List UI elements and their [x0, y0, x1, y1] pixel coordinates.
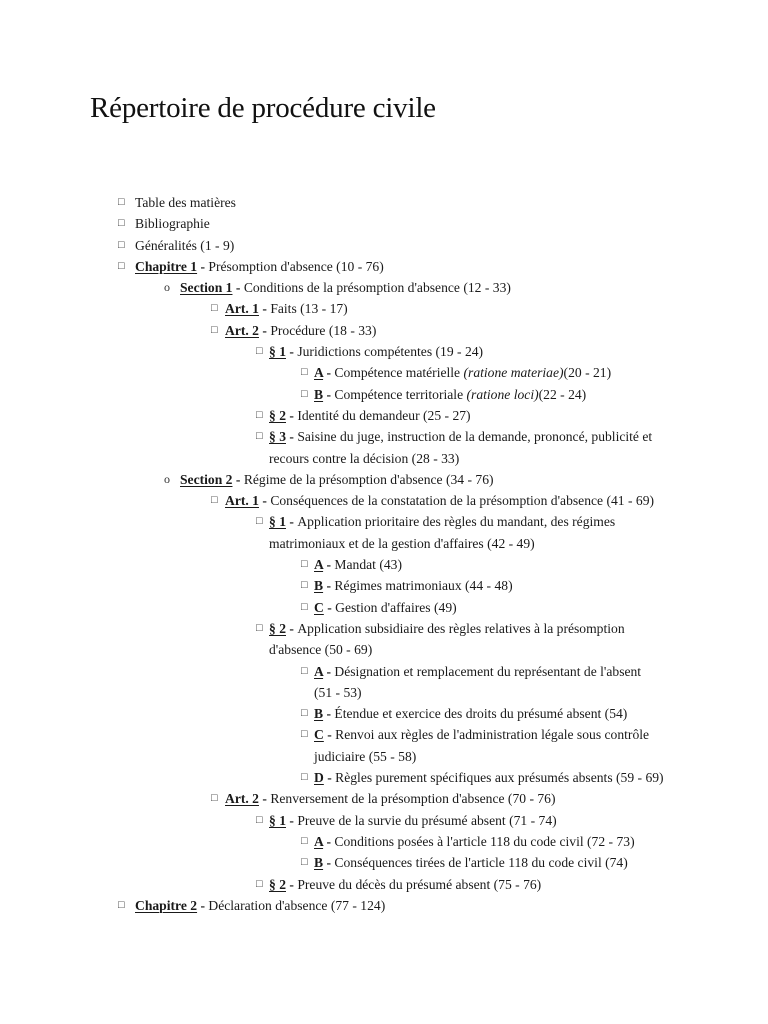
square-bullet-icon: □	[301, 707, 308, 720]
square-bullet-icon: □	[256, 515, 263, 528]
toc-text: Application subsidiaire des règles relatives à la présomption d'absence (50 - 69)	[269, 620, 625, 658]
square-bullet-icon: □	[256, 877, 263, 890]
marker-separator: -	[258, 791, 271, 807]
toc-entry[interactable]	[0, 831, 660, 852]
toc-marker: D	[314, 770, 324, 786]
square-bullet-icon: □	[118, 196, 125, 208]
square-bullet-icon: □	[301, 728, 308, 741]
marker-separator: -	[286, 407, 298, 423]
marker-separator: -	[286, 429, 298, 445]
toc-entry[interactable]	[0, 362, 660, 383]
toc-marker: B	[314, 578, 324, 594]
toc-marker: Art. 1	[225, 493, 259, 509]
toc-text: Compétence matérielle	[334, 365, 464, 381]
page-title: Répertoire de procédure civile	[90, 92, 436, 124]
toc-entry[interactable]	[0, 320, 660, 341]
toc-entry[interactable]	[0, 341, 660, 362]
square-bullet-icon: □	[211, 323, 218, 336]
marker-separator: -	[323, 855, 335, 871]
toc-text: Mandat (43)	[334, 557, 402, 573]
toc-italic-text: (ratione loci)	[466, 386, 539, 402]
circle-bullet-icon: o	[164, 280, 170, 295]
marker-separator: -	[323, 833, 335, 849]
toc-marker: A	[314, 833, 324, 849]
toc-italic-text: (ratione materiae)	[463, 365, 564, 381]
square-bullet-icon: □	[301, 558, 308, 571]
toc-text: Juridictions compétentes (19 - 24)	[297, 344, 484, 360]
marker-separator: -	[258, 301, 271, 317]
square-bullet-icon: □	[301, 771, 308, 784]
toc-text: Saisine du juge, instruction de la demande, prononcé, publicité et recours contre la décision (28 - 33)	[269, 429, 653, 466]
toc-entry[interactable]	[0, 810, 660, 831]
toc-text: Preuve du décès du présumé absent (75 - 76)	[297, 876, 542, 892]
square-bullet-icon: □	[301, 834, 308, 847]
marker-separator: -	[258, 322, 271, 338]
toc-text: Faits (13 - 17)	[270, 301, 348, 317]
toc-text: Régimes matrimoniaux (44 - 48)	[334, 578, 513, 594]
marker-separator: -	[258, 493, 271, 509]
toc-entry[interactable]	[0, 192, 660, 213]
toc-entry[interactable]	[0, 213, 660, 234]
marker-separator: -	[323, 727, 336, 743]
toc-text: Preuve de la survie du présumé absent (71 - 74)	[297, 812, 557, 828]
toc-marker: § 1	[269, 812, 286, 828]
square-bullet-icon: □	[211, 792, 218, 805]
toc-text: Régime de la présomption d'absence (34 - 76)	[243, 471, 494, 487]
marker-separator: -	[323, 557, 335, 573]
toc-text: Conséquences de la constatation de la présomption d'absence (41 - 69)	[270, 493, 655, 509]
toc-marker: A	[314, 365, 324, 381]
square-bullet-icon: □	[118, 217, 125, 230]
square-bullet-icon: □	[256, 345, 263, 358]
toc-range: (22 - 24)	[538, 386, 587, 402]
toc-text: Application prioritaire des règles du mandant, des régimes matrimoniaux et de la gestion d'affaires (42 - 49)	[269, 514, 616, 551]
toc-marker: B	[314, 855, 324, 871]
square-bullet-icon: □	[256, 430, 263, 443]
toc-entry[interactable]	[0, 469, 660, 490]
toc-marker: Art. 2	[225, 791, 259, 807]
toc-entry[interactable]	[0, 554, 660, 575]
toc-range: (20 - 21)	[563, 365, 612, 381]
square-bullet-icon: □	[118, 259, 125, 272]
toc-marker: A	[314, 557, 324, 573]
toc-marker: § 2	[269, 620, 286, 636]
square-bullet-icon: □	[211, 494, 218, 507]
square-bullet-icon: □	[301, 366, 308, 379]
toc-text: Règles purement spécifiques aux présumés absents (59 - 69)	[335, 770, 664, 786]
toc-entry[interactable]	[0, 874, 660, 895]
toc-entry[interactable]	[0, 852, 660, 873]
toc-entry[interactable]	[0, 575, 660, 596]
marker-separator: -	[286, 344, 298, 360]
square-bullet-icon: □	[118, 238, 125, 251]
square-bullet-icon: □	[256, 813, 263, 826]
marker-separator: -	[286, 812, 298, 828]
toc-marker: C	[314, 727, 324, 743]
toc-marker: Section 2	[180, 471, 233, 487]
toc-entry[interactable]	[0, 767, 664, 788]
square-bullet-icon: □	[301, 600, 308, 613]
square-bullet-icon: □	[301, 579, 308, 592]
toc-text: Compétence territoriale	[334, 386, 467, 402]
marker-separator: -	[232, 280, 244, 296]
toc-text: Renvoi aux règles de l'administration légale sous contrôle judiciaire (55 - 58)	[314, 727, 650, 764]
toc-entry[interactable]	[0, 384, 660, 405]
marker-separator: -	[286, 514, 298, 530]
toc-text: Identité du demandeur (25 - 27)	[297, 407, 471, 423]
marker-separator: -	[323, 706, 335, 722]
toc-text: Présomption d'absence (10 - 76)	[208, 258, 384, 274]
toc-text: Déclaration d'absence (77 - 124)	[208, 897, 386, 913]
marker-separator: -	[323, 663, 335, 679]
marker-separator: -	[197, 258, 209, 274]
marker-separator: -	[323, 578, 335, 594]
toc-entry[interactable]	[0, 703, 660, 724]
square-bullet-icon: □	[301, 387, 308, 400]
circle-bullet-icon: o	[164, 471, 170, 486]
toc-marker: B	[314, 706, 324, 722]
toc-marker: Chapitre 1	[135, 258, 198, 274]
square-bullet-icon: □	[118, 898, 125, 911]
marker-separator: -	[323, 386, 335, 402]
toc-entry[interactable]	[0, 511, 660, 554]
toc-entry[interactable]	[0, 277, 660, 298]
square-bullet-icon: □	[256, 621, 263, 634]
toc-text: Procédure (18 - 33)	[270, 322, 377, 338]
toc-text: Conditions de la présomption d'absence (12 - 33)	[243, 280, 511, 296]
toc-entry[interactable]	[0, 895, 660, 916]
toc-text: Étendue et exercice des droits du présumé absent (54)	[334, 706, 628, 722]
marker-separator: -	[286, 620, 298, 636]
toc-text: Renversement de la présomption d'absence (70 - 76)	[270, 791, 556, 807]
toc-text: Gestion d'affaires (49)	[335, 599, 457, 615]
toc-text: Bibliographie	[135, 216, 210, 232]
toc-text: Généralités (1 - 9)	[135, 237, 235, 253]
toc-marker: Art. 2	[225, 322, 259, 338]
toc-entry[interactable]	[0, 597, 660, 618]
marker-separator: -	[323, 599, 336, 615]
toc-text: Désignation et remplacement du représentant de l'absent (51 - 53)	[314, 663, 642, 700]
toc-text: Table des matières	[135, 195, 236, 210]
square-bullet-icon: □	[211, 302, 218, 315]
toc-entry[interactable]	[0, 405, 660, 426]
toc-marker: A	[314, 663, 324, 679]
square-bullet-icon: □	[256, 408, 263, 421]
table-of-contents	[0, 192, 768, 916]
square-bullet-icon: □	[301, 664, 308, 677]
toc-marker: § 3	[269, 429, 286, 445]
toc-entry[interactable]	[0, 256, 660, 277]
toc-marker: Section 1	[180, 280, 233, 296]
toc-marker: B	[314, 386, 324, 402]
square-bullet-icon: □	[301, 856, 308, 869]
marker-separator: -	[232, 471, 244, 487]
toc-marker: § 1	[269, 514, 286, 530]
toc-entry[interactable]	[0, 426, 660, 469]
toc-marker: § 2	[269, 407, 286, 423]
toc-marker: § 1	[269, 344, 286, 360]
toc-entry[interactable]	[0, 235, 660, 256]
marker-separator: -	[323, 770, 336, 786]
toc-marker: § 2	[269, 876, 286, 892]
toc-text: Conditions posées à l'article 118 du code civil (72 - 73)	[334, 833, 635, 849]
toc-text: Conséquences tirées de l'article 118 du code civil (74)	[334, 855, 628, 871]
marker-separator: -	[323, 365, 335, 381]
toc-entry[interactable]	[0, 724, 660, 767]
toc-marker: C	[314, 599, 324, 615]
toc-marker: Art. 1	[225, 301, 259, 317]
marker-separator: -	[197, 897, 209, 913]
toc-entry[interactable]	[0, 490, 660, 511]
toc-entry[interactable]	[0, 788, 660, 809]
toc-entry[interactable]	[0, 618, 660, 661]
toc-entry[interactable]	[0, 661, 660, 704]
toc-marker: Chapitre 2	[135, 897, 198, 913]
marker-separator: -	[286, 876, 298, 892]
toc-entry[interactable]	[0, 298, 660, 319]
